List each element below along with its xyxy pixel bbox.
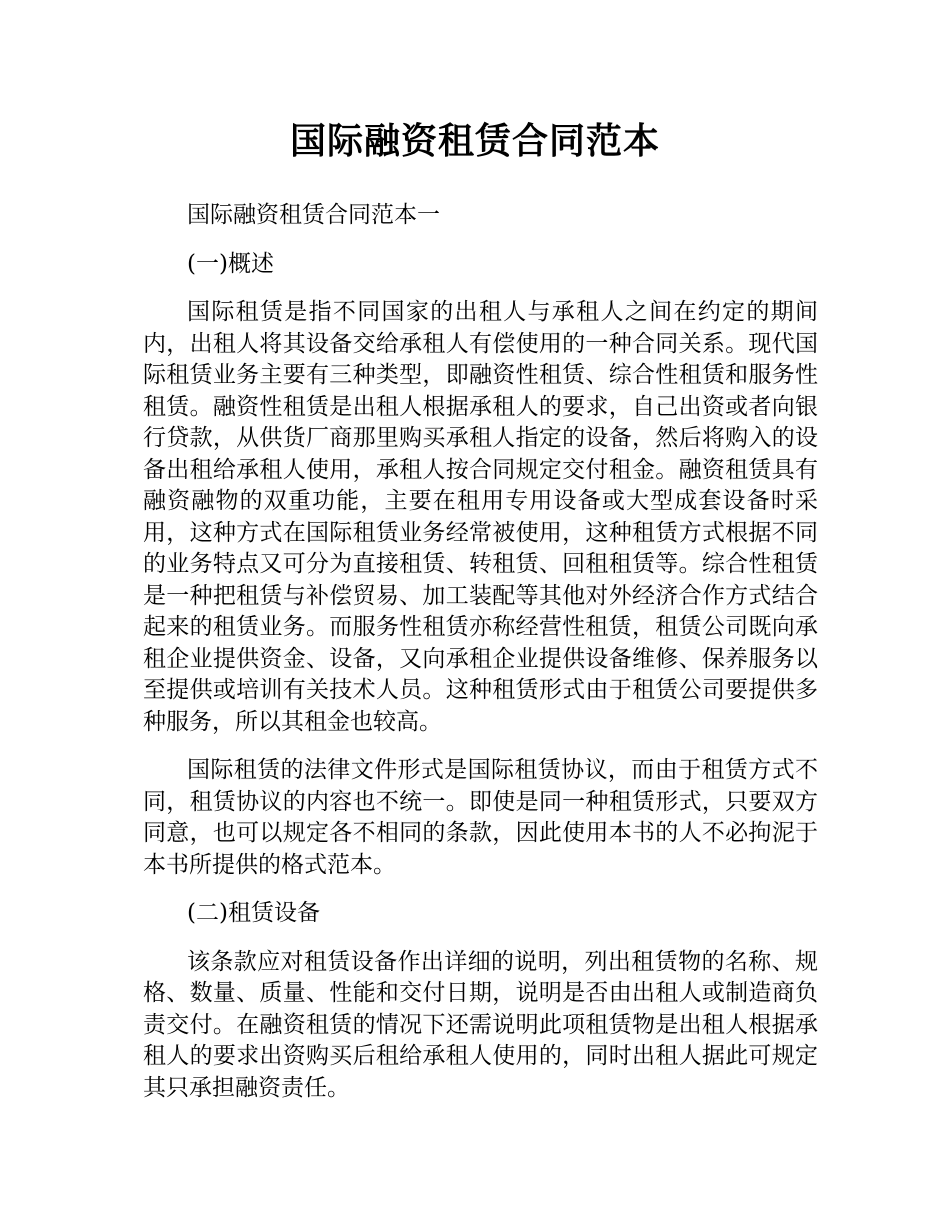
- section-heading-equipment: (二)租赁设备: [187, 900, 320, 926]
- paragraph-overview-1: 国际租赁是指不同国家的出租人与承租人之间在约定的期间内，出租人将其设备交给承租人有偿使用的一种合同关系。现代国际租赁业务主要有三种类型，即融资性租赁、综合性租赁和服务性租赁。融资性租赁是出租人根据承租人的要求，自己出资或者向银行贷款，从供货厂商那里购买承租人指定的设备，然后将购入的设备出租给承租人使用，承租人按合同规定交付租金。融资租赁具有融资融物的双重功能，主要在租用专用设备或大型成套设备时采用，这种方式在国际租赁业务经常被使用，这种租赁方式根据不同的业务特点又可分为直接租赁、转租赁、回租租赁等。综合性租赁是一种把租赁与补偿贸易、加工装配等其他对外经济合作方式结合起来的租赁业务。而服务性租赁亦称经营性租赁，租赁公司既向承租企业提供资金、设备，又向承租企业提供设备维修、保养服务以至提供或培训有关技术人员。这种租赁形式由于租赁公司要提供多种服务，所以其租金也较高。: [143, 299, 818, 735]
- document-title: 国际融资租赁合同范本: [289, 121, 660, 162]
- section-heading-overview: (一)概述: [187, 250, 274, 277]
- paragraph-equipment-1: 该条款应对租赁设备作出详细的说明，列出租赁物的名称、规格、数量、质量、性能和交付日期，说明是否由出租人或制造商负责交付。在融资租赁的情况下还需说明此项租赁物是出租人根据承租人的要求出资购买后租给承租人使用的，同时出租人据此可规定其只承担融资责任。: [143, 948, 818, 1101]
- document-subtitle: 国际融资租赁合同范本一: [187, 202, 440, 228]
- document-body: [143, 200, 818, 1121]
- paragraph-overview-2: 国际租赁的法律文件形式是国际租赁协议，而由于租赁方式不同，租赁协议的内容也不统一。即使是同一种租赁形式，只要双方同意，也可以规定各不相同的条款，因此使用本书的人不必拘泥于本书所提供的格式范本。: [143, 757, 818, 878]
